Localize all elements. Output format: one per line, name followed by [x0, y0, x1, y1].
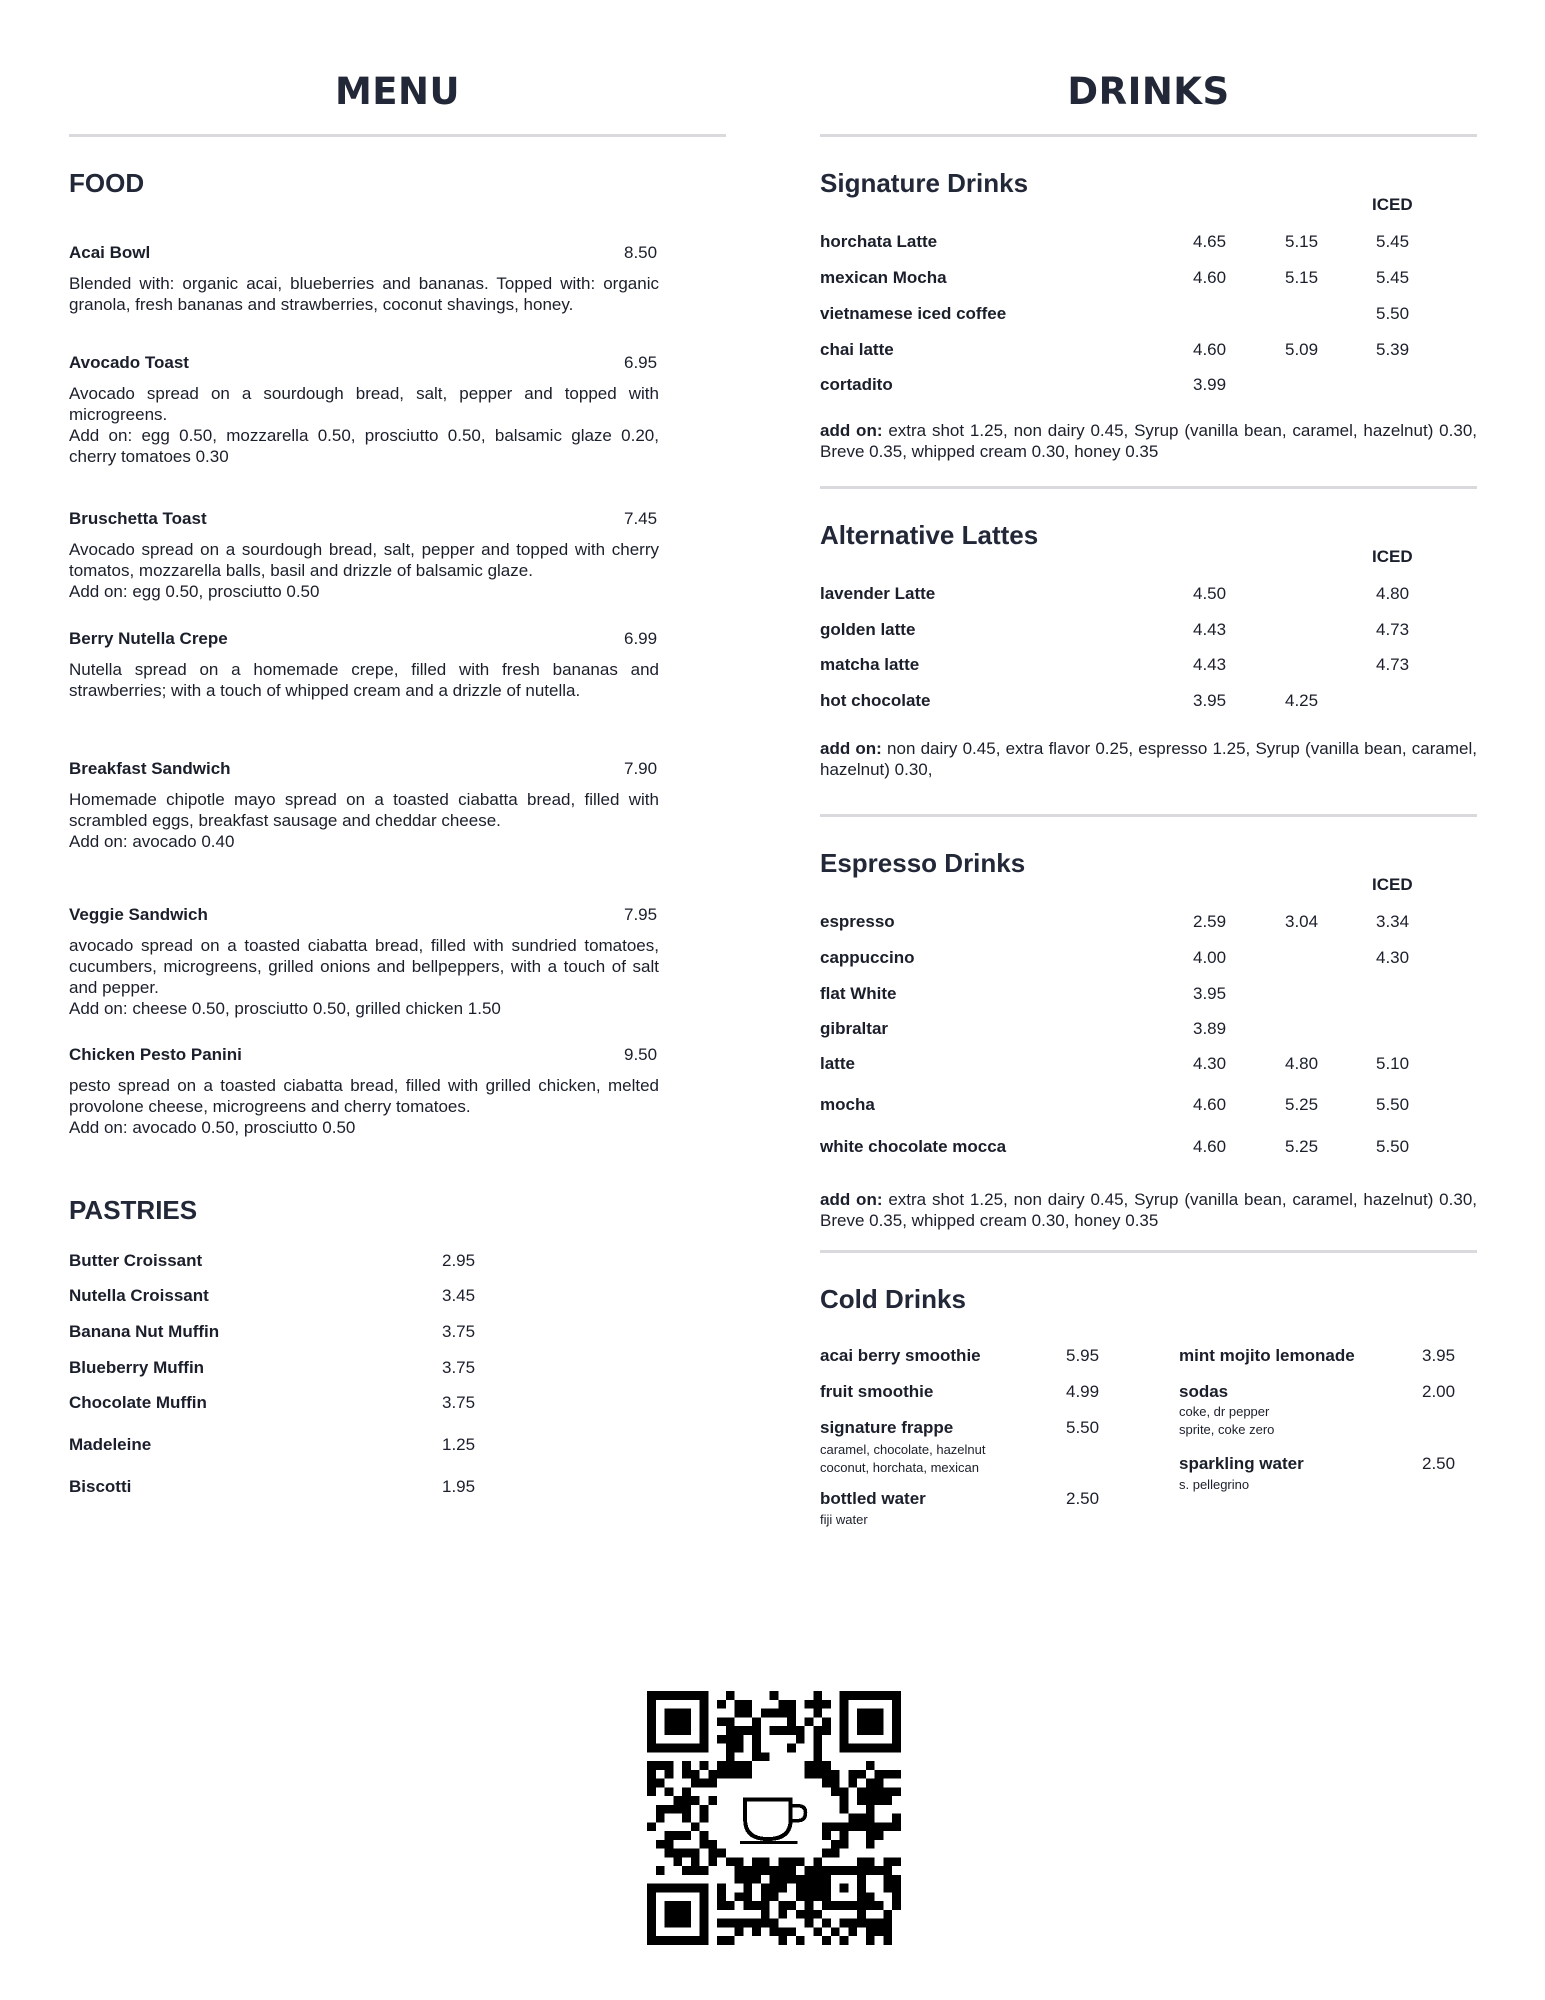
divider	[820, 486, 1477, 489]
divider	[69, 134, 726, 137]
drink-name: horchata Latte	[820, 232, 938, 251]
drink-price: 3.99	[1193, 375, 1227, 394]
food-item-name: Bruschetta Toast	[69, 509, 207, 528]
iced-label: ICED	[1372, 547, 1413, 566]
pastry-name: Blueberry Muffin	[69, 1358, 205, 1377]
drink-price-iced: 4.73	[1376, 655, 1410, 674]
pastry-price: 2.95	[442, 1251, 476, 1270]
divider	[820, 814, 1477, 817]
espresso-addon	[820, 1189, 1477, 1231]
drink-price: 2.50	[1066, 1489, 1100, 1508]
drink-price: 3.95	[1422, 1346, 1456, 1365]
drink-name: bottled water	[820, 1489, 926, 1508]
addon-label: add on:	[820, 739, 882, 758]
addon-text: non dairy 0.45, extra flavor 0.25, espresso 1.25, Syrup (vanilla bean, caramel, hazelnut) 0.30,	[820, 739, 1477, 779]
pastry-price: 1.95	[442, 1477, 476, 1496]
drink-price-iced: 4.73	[1376, 620, 1410, 639]
drink-brand: fiji water	[820, 1512, 868, 1527]
drink-price: 5.09	[1285, 340, 1319, 359]
food-item-price: 8.50	[624, 243, 658, 262]
food-item-name: Breakfast Sandwich	[69, 759, 231, 778]
drink-price: 4.43	[1193, 655, 1227, 674]
pastry-name: Chocolate Muffin	[69, 1393, 207, 1412]
drink-name: golden latte	[820, 620, 916, 639]
drink-name: latte	[820, 1054, 855, 1073]
drink-price: 4.43	[1193, 620, 1227, 639]
addon-text: extra shot 1.25, non dairy 0.45, Syrup (vanilla bean, caramel, hazelnut) 0.30, Breve 0.35, whipped cream 0.30, honey 0.35	[820, 421, 1477, 461]
drink-price: 5.50	[1066, 1418, 1100, 1437]
drink-price: 2.00	[1422, 1382, 1456, 1401]
food-item-desc: Blended with: organic acai, blueberries and bananas. Topped with: organic granola, fresh bananas and strawberries, coconut shavings, honey.	[69, 274, 659, 314]
drink-price: 3.89	[1193, 1019, 1227, 1038]
food-item-name: Chicken Pesto Panini	[69, 1045, 242, 1064]
drink-price-iced: 5.45	[1376, 268, 1410, 287]
food-item-price: 6.99	[624, 629, 658, 648]
food-item-name: Avocado Toast	[69, 353, 189, 372]
drink-name: mexican Mocha	[820, 268, 947, 287]
drink-name: vietnamese iced coffee	[820, 304, 1007, 323]
drink-name: cappuccino	[820, 948, 915, 967]
menu-title: MENU	[334, 70, 461, 113]
food-item-desc: avocado spread on a toasted ciabatta bread, filled with sundried tomatoes, cucumbers, microgreens, grilled onions and bellpeppers, with a touch of salt and pepper.	[69, 936, 659, 997]
drink-name: signature frappe	[820, 1418, 954, 1437]
divider	[820, 1250, 1477, 1253]
food-item-desc: Avocado spread on a sourdough bread, salt, pepper and topped with microgreens.	[69, 384, 659, 424]
food-item-desc: Avocado spread on a sourdough bread, salt, pepper and topped with cherry tomatos, mozzarella balls, basil and drizzle of balsamic glaze.	[69, 540, 659, 580]
food-item-desc: Nutella spread on a homemade crepe, filled with fresh bananas and strawberries; with a touch of whipped cream and a drizzle of nutella.	[69, 660, 659, 700]
drink-price: 4.00	[1193, 948, 1227, 967]
drink-name: matcha latte	[820, 655, 920, 674]
pastry-name: Nutella Croissant	[69, 1286, 209, 1305]
food-item-addon: Add on: egg 0.50, prosciutto 0.50	[69, 582, 320, 601]
coffee-cup-icon	[730, 1783, 818, 1853]
addon-label: add on:	[820, 421, 883, 440]
food-item-desc: Homemade chipotle mayo spread on a toasted ciabatta bread, filled with scrambled eggs, breakfast sausage and cheddar cheese.	[69, 790, 659, 830]
drink-price-iced: 5.39	[1376, 340, 1410, 359]
espresso-section-title: Espresso Drinks	[820, 848, 1026, 878]
iced-label: ICED	[1372, 195, 1413, 214]
drink-price: 3.04	[1285, 912, 1319, 931]
signature-section-title: Signature Drinks	[820, 168, 1029, 198]
food-item-price: 9.50	[624, 1045, 658, 1064]
food-item-name: Berry Nutella Crepe	[69, 629, 228, 648]
pastry-price: 1.25	[442, 1435, 476, 1454]
drink-price: 4.80	[1285, 1054, 1319, 1073]
drink-name: chai latte	[820, 340, 894, 359]
pastry-name: Banana Nut Muffin	[69, 1322, 220, 1341]
drink-price: 4.60	[1193, 340, 1227, 359]
drink-price: 4.25	[1285, 691, 1319, 710]
qr-code[interactable]	[647, 1691, 901, 1945]
drink-name: mint mojito lemonade	[1179, 1346, 1355, 1365]
food-item-desc: pesto spread on a toasted ciabatta bread, filled with grilled chicken, melted provolone cheese, microgreens and cherry tomatoes.	[69, 1076, 659, 1116]
addon-label: add on:	[820, 1190, 883, 1209]
drink-name: espresso	[820, 912, 895, 931]
pastry-name: Butter Croissant	[69, 1251, 203, 1270]
food-item-price: 7.90	[624, 759, 658, 778]
drink-price-iced: 4.30	[1376, 948, 1410, 967]
signature-addon	[820, 420, 1477, 462]
cold-section-title: Cold Drinks	[820, 1284, 966, 1314]
food-item-addon: Add on: egg 0.50, mozzarella 0.50, prosciutto 0.50, balsamic glaze 0.20, cherry tomatoes 0.30	[69, 426, 659, 466]
drink-options: coke, dr pepper sprite, coke zero	[1179, 1404, 1275, 1437]
iced-label: ICED	[1372, 875, 1413, 894]
food-item-addon: Add on: cheese 0.50, prosciutto 0.50, grilled chicken 1.50	[69, 999, 501, 1018]
drink-price: 4.60	[1193, 268, 1227, 287]
pastry-name: Madeleine	[69, 1435, 152, 1454]
alternative-section-title: Alternative Lattes	[820, 520, 1039, 550]
pastry-name: Biscotti	[69, 1477, 132, 1496]
drink-name: fruit smoothie	[820, 1382, 934, 1401]
pastry-price: 3.75	[442, 1358, 476, 1377]
drink-name: hot chocolate	[820, 691, 931, 710]
pastry-price: 3.45	[442, 1286, 476, 1305]
drink-price: 2.59	[1193, 912, 1227, 931]
addon-text: extra shot 1.25, non dairy 0.45, Syrup (vanilla bean, caramel, hazelnut) 0.30, Breve 0.35, whipped cream 0.30, honey 0.35	[820, 1190, 1477, 1230]
drink-price-iced: 5.45	[1376, 232, 1410, 251]
drink-name: cortadito	[820, 375, 893, 394]
drink-price: 4.30	[1193, 1054, 1227, 1073]
drink-name: acai berry smoothie	[820, 1346, 981, 1365]
pastry-price: 3.75	[442, 1393, 476, 1412]
pastry-price: 3.75	[442, 1322, 476, 1341]
food-item-price: 7.45	[624, 509, 658, 528]
food-item-addon: Add on: avocado 0.50, prosciutto 0.50	[69, 1118, 356, 1137]
drink-name: lavender Latte	[820, 584, 936, 603]
drink-price: 4.60	[1193, 1095, 1227, 1114]
drink-brand: s. pellegrino	[1179, 1477, 1250, 1492]
drink-price: 5.25	[1285, 1137, 1319, 1156]
divider	[820, 134, 1477, 137]
drink-price: 3.95	[1193, 984, 1227, 1003]
drink-price: 5.15	[1285, 268, 1319, 287]
drink-price: 4.65	[1193, 232, 1227, 251]
drinks-title: DRINKS	[1067, 70, 1230, 113]
drink-price-iced: 4.80	[1376, 584, 1410, 603]
food-item-addon: Add on: avocado 0.40	[69, 832, 235, 851]
drink-name: sparkling water	[1179, 1454, 1304, 1473]
drink-flavors: caramel, chocolate, hazelnut coconut, horchata, mexican	[820, 1442, 986, 1475]
food-item-name: Acai Bowl	[69, 243, 151, 262]
drink-price: 5.95	[1066, 1346, 1100, 1365]
food-item-name: Veggie Sandwich	[69, 905, 208, 924]
food-item-price: 6.95	[624, 353, 658, 372]
drink-price: 4.50	[1193, 584, 1227, 603]
drink-price-iced: 3.34	[1376, 912, 1410, 931]
drink-name: white chocolate mocca	[820, 1137, 1007, 1156]
drink-price: 4.99	[1066, 1382, 1100, 1401]
drink-name: mocha	[820, 1095, 875, 1114]
drink-price-iced: 5.50	[1376, 1137, 1410, 1156]
food-section-title: FOOD	[69, 168, 145, 198]
drink-price: 5.15	[1285, 232, 1319, 251]
drink-price: 5.25	[1285, 1095, 1319, 1114]
drink-price: 4.60	[1193, 1137, 1227, 1156]
drink-price-iced: 5.10	[1376, 1054, 1410, 1073]
food-item-price: 7.95	[624, 905, 658, 924]
alternative-addon	[820, 738, 1477, 780]
drink-price-iced: 5.50	[1376, 1095, 1410, 1114]
drink-price-iced: 5.50	[1376, 304, 1410, 323]
drink-price: 3.95	[1193, 691, 1227, 710]
drink-name: sodas	[1179, 1382, 1229, 1401]
drink-name: gibraltar	[820, 1019, 889, 1038]
drink-name: flat White	[820, 984, 897, 1003]
pastries-section-title: PASTRIES	[69, 1195, 198, 1225]
drink-price: 2.50	[1422, 1454, 1456, 1473]
